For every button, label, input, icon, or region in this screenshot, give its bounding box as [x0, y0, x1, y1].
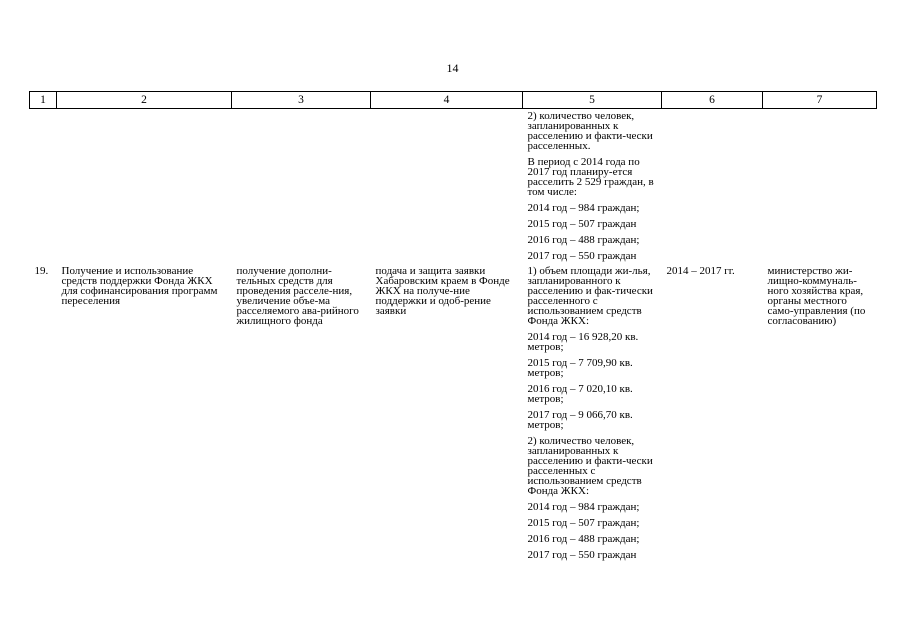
indicator-line: 2017 год – 9 066,70 кв. метров; — [527, 409, 633, 431]
column-number-row — [30, 92, 877, 109]
indicator-line: 2014 год – 984 граждан; — [527, 202, 640, 214]
column-number-header: 2 — [57, 92, 232, 109]
indicator-line: 2016 год – 488 граждан; — [527, 533, 640, 545]
indicator-line: 2017 год – 550 граждан — [527, 250, 637, 262]
indicator-line: В период с 2014 года по 2017 год планиру-ется расселить 2 529 граждан, в том числе: — [527, 156, 654, 198]
period-cell: 2014 – 2017 гг. — [666, 265, 735, 277]
indicators-cell — [523, 109, 662, 262]
indicator-line: 2016 год – 7 020,10 кв. метров; — [527, 383, 633, 405]
indicator-line: 2015 год – 7 709,90 кв. метров; — [527, 357, 633, 379]
column-number-header: 6 — [662, 92, 763, 109]
indicator-line: 2015 год – 507 граждан — [527, 218, 637, 230]
indicator-line: 2016 год – 488 граждан; — [527, 234, 640, 246]
measures-table — [29, 91, 877, 560]
indicators-cell — [523, 261, 662, 560]
indicator-line: 2017 год – 550 граждан — [527, 549, 637, 561]
column-number-header: 7 — [763, 92, 877, 109]
row-number: 19. — [34, 265, 49, 277]
continued-row — [30, 109, 877, 262]
indicator-line: 2015 год – 507 граждан; — [527, 517, 640, 529]
measure-name: Получение и использование средств поддержки Фонда ЖКХ для софинансирования программ переселения — [61, 265, 218, 307]
column-number-header: 5 — [523, 92, 662, 109]
column-number-header: 3 — [232, 92, 371, 109]
indicator-line: 2) количество человек, запланированных к расселению и факти-чески расселенных. — [527, 110, 653, 152]
executor-cell: министерство жи-лищно-коммуналь-ного хозяйства края, органы местного само-управления (по согласованию) — [767, 265, 866, 327]
table-row-19 — [30, 261, 877, 560]
measure-content: подача и защита заявки Хабаровским краем в Фонде ЖКХ на получе-ние поддержки и одоб-рение заявки — [375, 265, 510, 317]
measure-goal: получение дополни-тельных средств для проведения расселе-ния, увеличение объе-ма расселяемого ава-рийного жилищного фонда — [236, 265, 359, 327]
indicator-line: 2014 год – 16 928,20 кв. метров; — [527, 331, 639, 353]
column-number-header: 4 — [371, 92, 523, 109]
column-number-header: 1 — [30, 92, 57, 109]
indicator-line: 2014 год – 984 граждан; — [527, 501, 640, 513]
page-number: 14 — [446, 61, 459, 75]
indicator-line: 1) объем площади жи-лья, запланированного к расселению и фак-тически расселенного с использованием средств Фонда ЖКХ: — [527, 265, 653, 327]
indicator-line: 2) количество человек, запланированных к расселению и факти-чески расселенных с использованием средств Фонда ЖКХ: — [527, 435, 653, 497]
